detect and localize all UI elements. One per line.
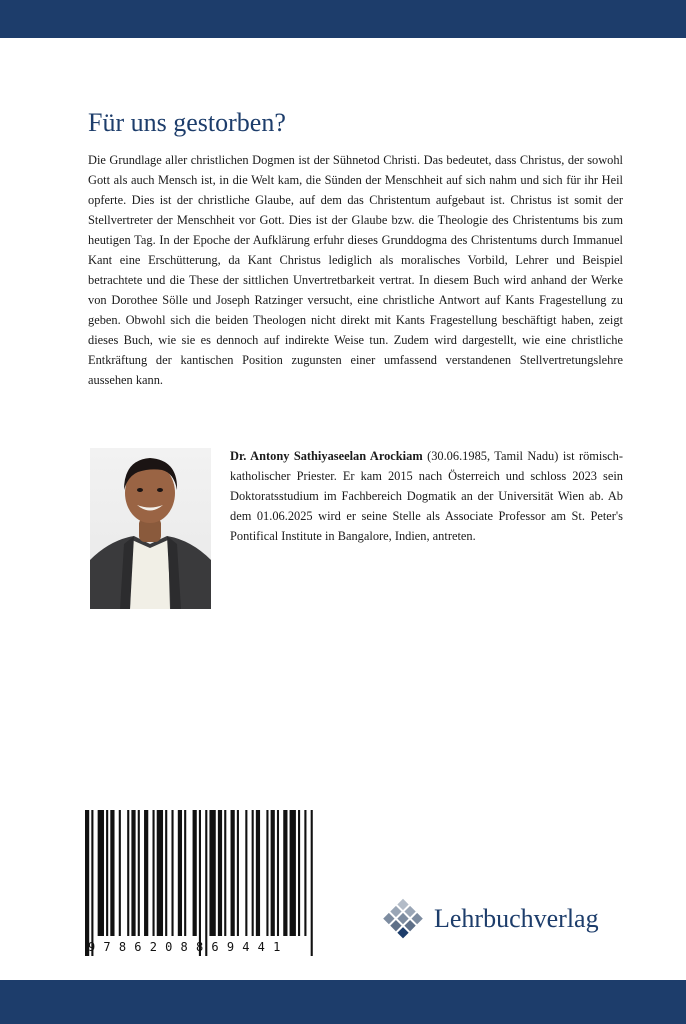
barcode-bar xyxy=(237,810,239,936)
barcode-bar xyxy=(209,810,215,936)
barcode-bar xyxy=(218,810,222,936)
barcode-bar xyxy=(127,810,129,936)
barcode-bar xyxy=(290,810,296,936)
barcode-bar xyxy=(85,810,89,956)
barcode xyxy=(85,810,317,956)
barcode-bar xyxy=(199,810,201,956)
author-bio xyxy=(230,446,623,546)
barcode-bar xyxy=(178,810,182,936)
barcode-bar xyxy=(304,810,306,936)
barcode-bar xyxy=(110,810,114,936)
barcode-bar xyxy=(252,810,254,936)
barcode-bar xyxy=(98,810,104,936)
book-title: Für uns gestorben? xyxy=(88,108,286,137)
barcode-bar xyxy=(231,810,235,936)
author-name: Dr. Antony Sathiyaseelan Arockiam xyxy=(230,449,423,463)
barcode-bar xyxy=(165,810,167,936)
barcode-bar xyxy=(256,810,260,936)
diamond-grid-logo-icon xyxy=(378,898,428,942)
barcode-bar xyxy=(271,810,275,936)
publisher-logo xyxy=(378,898,628,942)
top-color-band xyxy=(0,0,686,38)
barcode-bar xyxy=(245,810,247,936)
barcode-digits: 9786208869441 xyxy=(88,940,289,954)
barcode-bar xyxy=(119,810,121,936)
barcode-bar xyxy=(157,810,163,936)
barcode-bar xyxy=(205,810,207,956)
author-portrait-icon xyxy=(90,448,211,609)
publisher-name: Lehrbuchverlag xyxy=(434,904,599,933)
barcode-bar xyxy=(311,810,313,956)
barcode-bar xyxy=(283,810,287,936)
barcode-bar xyxy=(277,810,279,936)
barcode-bar xyxy=(91,810,93,956)
bottom-color-band xyxy=(0,980,686,1024)
barcode-bar xyxy=(266,810,268,936)
barcode-bar xyxy=(138,810,140,936)
book-description: Die Grundlage aller christlichen Dogmen ist der Sühnetod Christi. Das bedeutet, dass Christus, der sowohl Gott als auch Mensch ist, in die Welt kam, die Sünden der Menschheit auf sich nahm und sich für ihr Heil opferte. Dies ist der christliche Glaube, auf dem das Christentum aufgebaut ist. Christus ist somit der Stellvertreter der Menschheit vor Gott. Dies ist der Glaube bzw. die Theologie des Christentums bis zum heutigen Tag. In der Epoche der Aufklärung erfuhr dieses Grunddogma des Christentums durch Immanuel Kant eine Erschütterung, da Kant Christus lediglich als moralisches Vorbild, Lehrer und Beispiel betrachtete und die These der sittlichen Unvertretbarkeit vertrat. In diesem Buch wird anhand der Werke von Dorothee Sölle und Joseph Ratzinger versucht, eine christliche Antwort auf Kants Fragestellung zu geben. Obwohl sich die beiden Theologen nicht direkt mit Kants Fragestellung beschäftigt haben, zeigt dieses Buch, wie sie es dennoch auf indirekte Weise tun. Zudem wird dargestellt, wie eine christliche Entkräftung der kantischen Position zugunsten einer umfassend verstandenen Stellvertretungslehre aussehen kann. xyxy=(88,153,623,387)
author-photo xyxy=(90,448,211,609)
barcode-bar xyxy=(298,810,300,936)
barcode-bar xyxy=(152,810,154,936)
barcode-bar xyxy=(171,810,173,936)
barcode-bar xyxy=(144,810,148,936)
barcode-bar xyxy=(224,810,226,936)
barcode-bar xyxy=(193,810,197,936)
barcode-bar xyxy=(106,810,108,936)
barcode-bar xyxy=(184,810,186,936)
author-bio-text: (30.06.1985, Tamil Nadu) ist römisch-katholischer Priester. Er kam 2015 nach Österreich und schloss 2023 sein Doktoratsstudium im Fachbereich Dogmatik an der Universität Wien ab. Ab dem 01.06.2025 wird er seine Stelle als Associate Professor am St. Peter's Pontifical Institute in Bangalore, Indien, antreten. xyxy=(230,449,623,543)
barcode-bar xyxy=(131,810,135,936)
